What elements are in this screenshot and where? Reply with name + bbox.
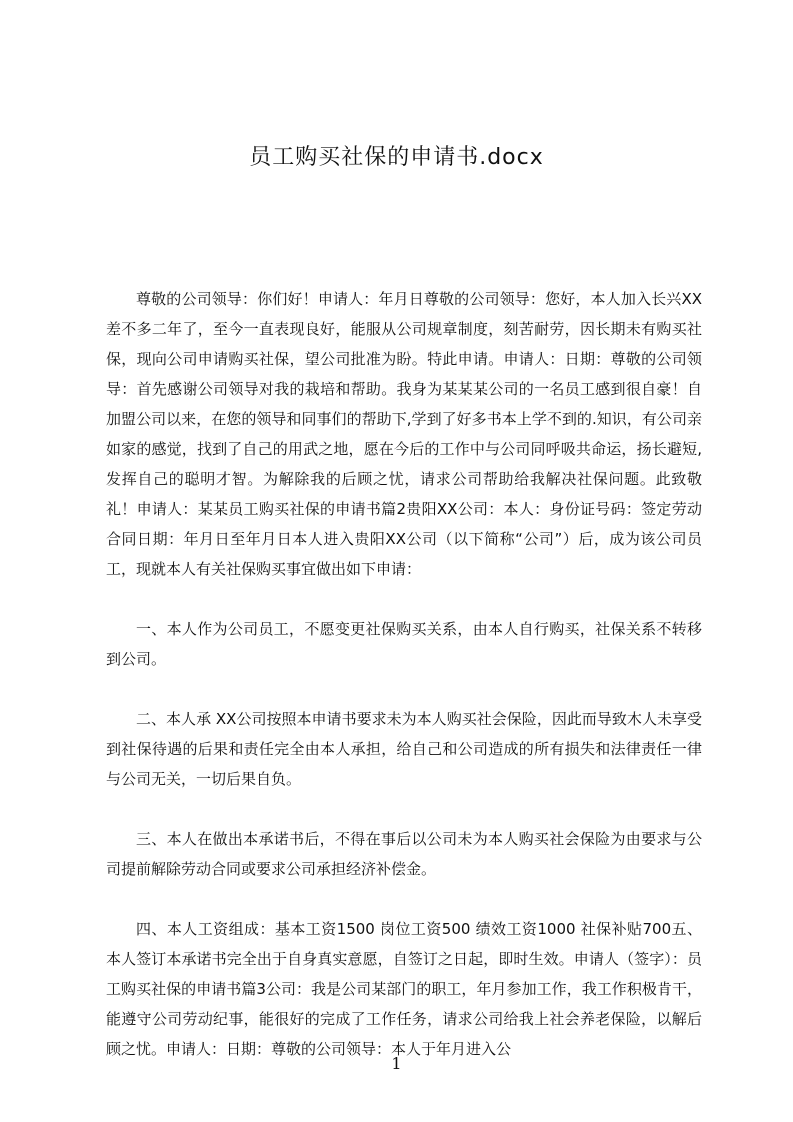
paragraph-1: 尊敬的公司领导：你们好！申请人：年月日尊敬的公司领导：您好，本人加入长兴XX差不多二年了，至今一直表现良好，能服从公司规章制度，刻苦耐劳，因长期未有购买社保，现向公司申请购买社保，望公司批准为盼。特此申请。申请人：日期：尊敬的公司领导：首先感谢公司领导对我的栽培和帮助。我身为某某某公司的一名员工感到很自豪！自加盟公司以来，在您的领导和同事们的帮助下,学到了好多书本上学不到的.知识，有公司亲如家的感觉，找到了自己的用武之地，愿在今后的工作中与公司同呼吸共命运，扬长避短,发挥自己的聪明才智。为解除我的后顾之忧，请求公司帮助给我解决社保问题。此致敬礼！申请人：某某员工购买社保的申请书篇2贵阳XX公司：本人：身份证号码：签定劳动合同日期：年月日至年月日本人进入贵阳XX公司（以下简称“公司”）后，成为该公司员工，现就本人有关社保购买事宜做出如下申请： — [106, 290, 702, 578]
document-title: 员工购买社保的申请书.docx — [249, 145, 544, 170]
paragraph-gap — [106, 884, 702, 914]
paragraph-gap — [106, 794, 702, 824]
page-number: 1 — [391, 1054, 402, 1073]
paragraph-3: 二、本人承 XX公司按照本申请书要求未为本人购买社会保险，因此而导致木人未享受到社保待遇的后果和责任完全由本人承担，给自己和公司造成的所有损失和法律责任一律与公司无关，一切后果自负。 — [106, 710, 702, 788]
document-body — [106, 284, 702, 1064]
paragraph-4: 三、本人在做出本承诺书后，不得在事后以公司未为本人购买社会保险为由要求与公司提前解除劳动合同或要求公司承担经济补偿金。 — [106, 830, 702, 878]
paragraph-2: 一、本人作为公司员工，不愿变更社保购买关系，由本人自行购买，社保关系不转移到公司。 — [106, 620, 702, 668]
paragraph-5: 四、本人工资组成：基本工资1500 岗位工资500 绩效工资1000 社保补贴700五、本人签订本承诺书完全出于自身真实意愿，自签订之日起，即时生效。申请人（签字）：员工购买社保的申请书篇3公司：我是公司某部门的职工，年月参加工作，我工作积极肯干，能遵守公司劳动纪事，能很好的完成了工作任务，请求公司给我上社会养老保险，以解后顾之忧。申请人：日期：尊敬的公司领导：本人于年月进入公 — [106, 920, 702, 1058]
paragraph-gap — [106, 674, 702, 704]
paragraph-gap — [106, 584, 702, 614]
